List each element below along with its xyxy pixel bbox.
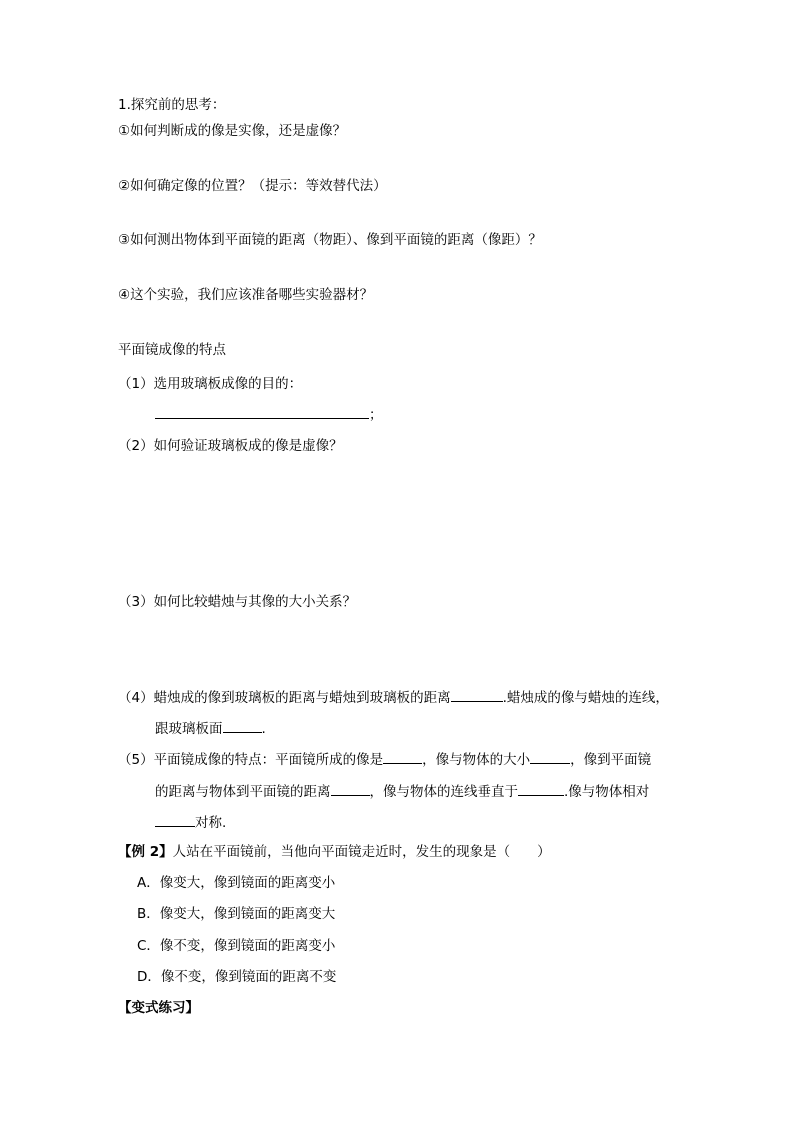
- item-3: （3）如何比较蜡烛与其像的大小关系？: [118, 594, 357, 610]
- item-1-answer-line: [155, 405, 383, 424]
- item-4-line-2: [155, 719, 266, 738]
- item-5-line-2: [155, 782, 649, 801]
- answer-blank: [518, 782, 564, 796]
- item-5-part-e: ，像与物体的连线垂直于: [369, 784, 518, 800]
- practice-heading: 【变式练习】: [118, 1000, 199, 1016]
- item-1: （1）选用玻璃板成像的目的：: [118, 376, 303, 392]
- answer-blank: [530, 750, 570, 764]
- item-5-part-a: （5）平面镜成像的特点：平面镜所成的像是: [118, 752, 384, 768]
- item-4-part-b: .蜡烛成的像与蜡烛的连线，: [502, 690, 669, 706]
- item-5-line-1: [118, 750, 651, 769]
- item-5-part-f: .像与物体相对: [564, 784, 650, 800]
- section1-heading: 1.探究前的思考：: [118, 97, 226, 113]
- answer-blank: [451, 688, 503, 702]
- item-5-part-g: 对称.: [195, 815, 227, 831]
- item-4-part-d: .: [261, 721, 266, 737]
- item-2: （2）如何验证玻璃板成的像是虚像？: [118, 438, 343, 454]
- question-3: ③如何测出物体到平面镜的距离（物距）、像到平面镜的距离（像距）？: [118, 232, 542, 248]
- question-1: ①如何判断成的像是实像，还是虚像？: [118, 123, 347, 139]
- answer-blank: [155, 405, 369, 419]
- option-a: A．像变大，像到镜面的距离变小: [137, 875, 336, 891]
- item-4-part-a: （4）蜡烛成的像到玻璃板的距离与蜡烛到玻璃板的距离: [118, 690, 451, 706]
- answer-blank: [383, 750, 422, 764]
- example-2-text: 人站在平面镜前，当他向平面镜走近时，发生的现象是（ ）: [172, 844, 551, 860]
- example-2-tag: 【例 2】: [118, 844, 173, 860]
- question-2: ②如何确定像的位置？（提示：等效替代法）: [118, 178, 387, 194]
- option-c: C．像不变，像到镜面的距离变小: [137, 938, 336, 954]
- answer-blank: [331, 782, 370, 796]
- example-2-question: [118, 843, 551, 861]
- answer-blank: [155, 813, 195, 827]
- option-d: D．像不变，像到镜面的距离不变: [137, 969, 337, 985]
- option-b: B．像变大，像到镜面的距离变大: [137, 906, 336, 922]
- item-4-line-1: [118, 688, 669, 707]
- answer-blank: [223, 719, 262, 733]
- item-5-part-c: ，像到平面镜: [570, 752, 652, 768]
- item-4-part-c: 跟玻璃板面: [155, 721, 223, 737]
- item-1-end: ；: [369, 407, 383, 423]
- item-5-part-b: ，像与物体的大小: [422, 752, 531, 768]
- item-5-part-d: 的距离与物体到平面镜的距离: [155, 784, 331, 800]
- section2-heading: 平面镜成像的特点: [118, 342, 226, 358]
- question-4: ④这个实验，我们应该准备哪些实验器材？: [118, 287, 374, 303]
- item-5-line-3: [155, 813, 226, 832]
